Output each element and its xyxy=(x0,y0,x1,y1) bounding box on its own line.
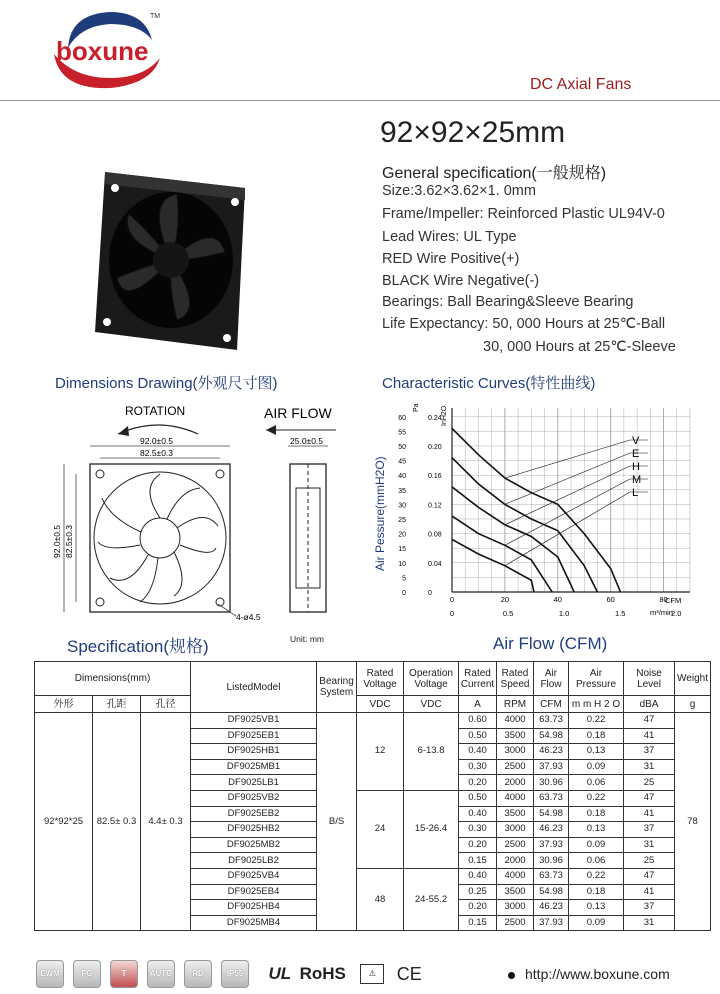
unit-rated-speed: RPM xyxy=(497,696,534,713)
th-outer: 外形 xyxy=(35,696,93,713)
cell-noise: 37 xyxy=(624,744,675,760)
bullet-icon xyxy=(508,972,515,979)
cell-pressure: 0.09 xyxy=(569,915,624,931)
cell-current: 0.30 xyxy=(459,759,497,775)
th-bearing-system: Bearing System xyxy=(317,662,357,713)
series-leader xyxy=(505,440,630,478)
x-tick-m3: 1.5 xyxy=(614,609,626,618)
cell-current: 0.20 xyxy=(459,900,497,916)
cell-flow: 63.73 xyxy=(534,713,569,729)
cell-speed: 3000 xyxy=(497,822,534,838)
cell-current: 0.40 xyxy=(459,806,497,822)
website-url[interactable]: http://www.boxune.com xyxy=(525,966,670,982)
cell-flow: 46.23 xyxy=(534,900,569,916)
table-row xyxy=(35,713,711,729)
spec-black-wire: BLACK Wire Negative(-) xyxy=(382,273,540,289)
unit-operation-voltage: VDC xyxy=(404,696,459,713)
cell-speed: 4000 xyxy=(497,868,534,884)
cell-model: DF9025MB4 xyxy=(191,915,317,931)
y-tick-pa: 15 xyxy=(398,546,406,554)
dim-outer-vertical: 92.0±0.5 xyxy=(52,524,62,558)
air-flow-title: Air Flow (CFM) xyxy=(493,634,608,653)
y-tick-pa: 55 xyxy=(398,429,406,437)
product-photo xyxy=(85,160,260,365)
dim-outer: 92.0±0.5 xyxy=(140,436,174,446)
cell-noise: 31 xyxy=(624,915,675,931)
product-category: DC Axial Fans xyxy=(530,76,632,93)
y-tick-inh2o: 0 xyxy=(428,590,432,597)
cell-pressure: 0.22 xyxy=(569,868,624,884)
cell-hole-dia: 4.4± 0.3 xyxy=(141,713,191,931)
cell-current: 0.60 xyxy=(459,713,497,729)
cell-speed: 2000 xyxy=(497,853,534,869)
th-dimensions: Dimensions(mm) xyxy=(35,662,191,696)
unit-rated-current: A xyxy=(459,696,497,713)
characteristic-curves-title: Characteristic Curves(特性曲线) xyxy=(382,375,596,392)
dim-depth: 25.0±0.5 xyxy=(290,436,324,446)
series-line-M xyxy=(452,516,552,592)
series-label-E: E xyxy=(632,448,640,460)
cell-flow: 63.73 xyxy=(534,790,569,806)
cell-model: DF9025LB1 xyxy=(191,775,317,791)
rotation-arrow-icon xyxy=(118,426,129,436)
chart-ylabel: Air Pessure(mmH2O) xyxy=(373,456,387,571)
chart-y-unit-left: Pa xyxy=(413,403,420,412)
th-air-flow: Air Flow xyxy=(534,662,569,696)
cell-noise: 25 xyxy=(624,853,675,869)
series-leader xyxy=(505,492,630,566)
cell-noise: 47 xyxy=(624,713,675,729)
chart-y-unit-right: InH2O xyxy=(441,405,448,426)
unit-weight: g xyxy=(675,696,711,713)
cell-flow: 37.93 xyxy=(534,915,569,931)
x-tick-m3: 2.0 xyxy=(671,609,682,618)
cell-noise: 37 xyxy=(624,900,675,916)
y-tick-pa: 30 xyxy=(398,502,406,510)
y-tick-pa: 5 xyxy=(402,575,406,583)
cell-pressure: 0.13 xyxy=(569,900,624,916)
cell-speed: 3500 xyxy=(497,884,534,900)
y-tick-inh2o: 0.12 xyxy=(428,502,442,510)
cell-pressure: 0.06 xyxy=(569,853,624,869)
cell-speed: 3500 xyxy=(497,806,534,822)
ip55-icon: IP55 xyxy=(221,960,249,988)
cell-rated-voltage: 12 xyxy=(357,713,404,791)
th-air-pressure: Air Pressure xyxy=(569,662,624,696)
x-tick-m3: 1.0 xyxy=(558,609,570,618)
cell-rated-voltage: 48 xyxy=(357,868,404,930)
cell-pressure: 0.06 xyxy=(569,775,624,791)
spec-life-sleeve: 30, 000 Hours at 25℃-Sleeve xyxy=(483,339,676,355)
cell-pressure: 0.18 xyxy=(569,728,624,744)
cell-current: 0.50 xyxy=(459,728,497,744)
cell-operation-voltage: 24-55.2 xyxy=(404,868,459,930)
series-label-V: V xyxy=(632,435,640,447)
cell-model: DF9025EB2 xyxy=(191,806,317,822)
cell-model: DF9025HB1 xyxy=(191,744,317,760)
certification-icons xyxy=(36,960,422,988)
cell-model: DF9025VB4 xyxy=(191,868,317,884)
y-tick-pa: 0 xyxy=(402,590,406,597)
cell-noise: 47 xyxy=(624,790,675,806)
y-tick-inh2o: 0.16 xyxy=(428,473,442,481)
cell-flow: 54.98 xyxy=(534,884,569,900)
ul-mark: UL xyxy=(268,964,292,983)
th-hole-dia: 孔径 xyxy=(141,696,191,713)
cell-flow: 54.98 xyxy=(534,728,569,744)
rotation-label: ROTATION xyxy=(125,404,186,418)
cell-speed: 2500 xyxy=(497,837,534,853)
dimensions-drawing-title: Dimensions Drawing(外观尺寸图) xyxy=(55,375,278,392)
x-tick-cfm: 0 xyxy=(449,595,455,604)
dim-hole-vertical: 82.5±0.3 xyxy=(64,524,74,558)
cell-noise: 41 xyxy=(624,806,675,822)
specification-table xyxy=(34,661,711,931)
header-divider xyxy=(0,100,720,101)
y-tick-pa: 25 xyxy=(398,516,406,524)
y-tick-pa: 35 xyxy=(398,487,406,495)
cell-outer: 92*92*25 xyxy=(35,713,93,931)
trademark: TM xyxy=(150,13,161,20)
th-rated-speed: Rated Speed xyxy=(497,662,534,696)
cell-hole-pitch: 82.5± 0.3 xyxy=(93,713,141,931)
cell-flow: 63.73 xyxy=(534,868,569,884)
cell-current: 0.40 xyxy=(459,744,497,760)
x-tick-cfm: 60 xyxy=(606,595,615,604)
cell-noise: 41 xyxy=(624,728,675,744)
cell-model: DF9025EB4 xyxy=(191,884,317,900)
cell-current: 0.15 xyxy=(459,853,497,869)
cell-flow: 37.93 xyxy=(534,759,569,775)
spec-heading: General specification(一般规格) xyxy=(382,165,607,182)
cell-speed: 4000 xyxy=(497,790,534,806)
spec-bearings: Bearings: Ball Bearing&Sleeve Bearing xyxy=(382,294,634,310)
cell-speed: 2500 xyxy=(497,759,534,775)
chart-x-unit-bottom: m³/min xyxy=(650,608,673,617)
cell-current: 0.20 xyxy=(459,775,497,791)
spec-life-ball: Life Expectancy: 50, 000 Hours at 25℃-Ball xyxy=(382,316,666,332)
chart-x-unit-top: CFM xyxy=(665,596,682,605)
cell-operation-voltage: 6-13.8 xyxy=(404,713,459,791)
rd-icon: RD xyxy=(184,960,212,988)
dim-hole: 82.5±0.3 xyxy=(140,448,174,458)
cell-current: 0.40 xyxy=(459,868,497,884)
brand-logo xyxy=(40,8,175,93)
cell-model: DF9025EB1 xyxy=(191,728,317,744)
dimension-drawing xyxy=(40,398,370,633)
cell-model: DF9025VB1 xyxy=(191,713,317,729)
th-hole-pitch: 孔距 xyxy=(93,696,141,713)
fg-icon: FG xyxy=(73,960,101,988)
cell-model: DF9025VB2 xyxy=(191,790,317,806)
th-operation-voltage: Operation Voltage xyxy=(404,662,459,696)
model-size-title: 92×92×25mm xyxy=(380,116,566,149)
series-label-L: L xyxy=(632,487,639,499)
y-tick-pa: 45 xyxy=(398,458,406,466)
cell-model: DF9025MB2 xyxy=(191,837,317,853)
cell-pressure: 0.22 xyxy=(569,790,624,806)
th-listed-model: ListedModel xyxy=(191,662,317,713)
cell-current: 0.30 xyxy=(459,822,497,838)
spec-red-wire: RED Wire Positive(+) xyxy=(382,251,520,267)
cell-speed: 3000 xyxy=(497,744,534,760)
ewm-icon: EWM xyxy=(36,960,64,988)
unit-note: Unit: mm xyxy=(290,634,324,644)
cell-speed: 3000 xyxy=(497,900,534,916)
cell-pressure: 0.09 xyxy=(569,759,624,775)
y-tick-inh2o: 0.04 xyxy=(428,560,442,568)
cell-speed: 4000 xyxy=(497,713,534,729)
specification-title: Specification(规格) xyxy=(67,637,209,656)
x-tick-m3: 0.5 xyxy=(502,609,514,618)
cell-noise: 47 xyxy=(624,868,675,884)
cell-noise: 31 xyxy=(624,759,675,775)
cell-noise: 25 xyxy=(624,775,675,791)
auto-restart-icon: AUTO xyxy=(147,960,175,988)
cell-speed: 3500 xyxy=(497,728,534,744)
cell-speed: 2000 xyxy=(497,775,534,791)
spec-size: Size:3.62×3.62×1. 0mm xyxy=(382,183,536,199)
y-tick-pa: 20 xyxy=(398,531,406,539)
th-noise-level: Noise Level xyxy=(624,662,675,696)
th-rated-current: Rated Current xyxy=(459,662,497,696)
unit-air-pressure: m m H 2 O xyxy=(569,696,624,713)
cell-model: DF9025MB1 xyxy=(191,759,317,775)
cell-model: DF9025LB2 xyxy=(191,853,317,869)
cell-flow: 30.96 xyxy=(534,853,569,869)
air-flow-arrow-icon xyxy=(266,425,276,435)
cell-rated-voltage: 24 xyxy=(357,790,404,868)
y-tick-pa: 10 xyxy=(398,560,406,568)
cell-flow: 30.96 xyxy=(534,775,569,791)
unit-rated-voltage: VDC xyxy=(357,696,404,713)
rohs-mark: RoHS xyxy=(299,964,346,983)
cell-weight: 78 xyxy=(675,713,711,931)
cell-pressure: 0.13 xyxy=(569,822,624,838)
unit-air-flow: CFM xyxy=(534,696,569,713)
cell-current: 0.20 xyxy=(459,837,497,853)
th-weight: Weight xyxy=(675,662,711,696)
y-tick-inh2o: 0.20 xyxy=(428,443,442,451)
series-line-H xyxy=(452,487,574,592)
cell-model: DF9025HB4 xyxy=(191,900,317,916)
cell-pressure: 0.18 xyxy=(569,884,624,900)
hole-note: 4-ø4.5 xyxy=(236,612,261,622)
y-tick-inh2o: 0.08 xyxy=(428,531,442,539)
cell-model: DF9025HB2 xyxy=(191,822,317,838)
characteristic-chart xyxy=(370,396,700,631)
cell-pressure: 0.09 xyxy=(569,837,624,853)
cell-operation-voltage: 15-26.4 xyxy=(404,790,459,868)
cell-flow: 37.93 xyxy=(534,837,569,853)
unit-noise-level: dBA xyxy=(624,696,675,713)
x-tick-m3: 0 xyxy=(449,609,455,618)
cell-noise: 37 xyxy=(624,822,675,838)
cell-noise: 31 xyxy=(624,837,675,853)
cell-pressure: 0.22 xyxy=(569,713,624,729)
cell-current: 0.50 xyxy=(459,790,497,806)
y-tick-pa: 50 xyxy=(398,443,406,451)
cell-noise: 41 xyxy=(624,884,675,900)
cell-current: 0.25 xyxy=(459,884,497,900)
y-tick-inh2o: 0.24 xyxy=(428,414,442,422)
ce-mark: CE xyxy=(396,963,422,984)
y-tick-pa: 60 xyxy=(398,414,406,422)
air-flow-label: AIR FLOW xyxy=(264,405,332,421)
series-label-M: M xyxy=(632,474,642,486)
cell-flow: 46.23 xyxy=(534,822,569,838)
website-link[interactable] xyxy=(508,966,670,982)
x-tick-cfm: 20 xyxy=(500,595,510,604)
y-tick-pa: 40 xyxy=(398,473,406,481)
spec-lead-wires: Lead Wires: UL Type xyxy=(382,229,517,245)
cell-speed: 2500 xyxy=(497,915,534,931)
series-line-L xyxy=(452,539,534,592)
warning-icon: ⚠ xyxy=(360,964,384,984)
thermal-icon: T xyxy=(110,960,138,988)
cell-pressure: 0.13 xyxy=(569,744,624,760)
series-label-H: H xyxy=(632,461,640,473)
x-tick-cfm: 40 xyxy=(553,595,562,604)
cell-flow: 46.23 xyxy=(534,744,569,760)
brand-name: boxune xyxy=(56,36,149,66)
spec-frame: Frame/Impeller: Reinforced Plastic UL94V-0 xyxy=(382,206,665,222)
th-rated-voltage: Rated Voltage xyxy=(357,662,404,696)
x-tick-cfm: 80 xyxy=(659,595,668,604)
cell-current: 0.15 xyxy=(459,915,497,931)
cell-bearing: B/S xyxy=(317,713,357,931)
cell-flow: 54.98 xyxy=(534,806,569,822)
cell-pressure: 0.18 xyxy=(569,806,624,822)
